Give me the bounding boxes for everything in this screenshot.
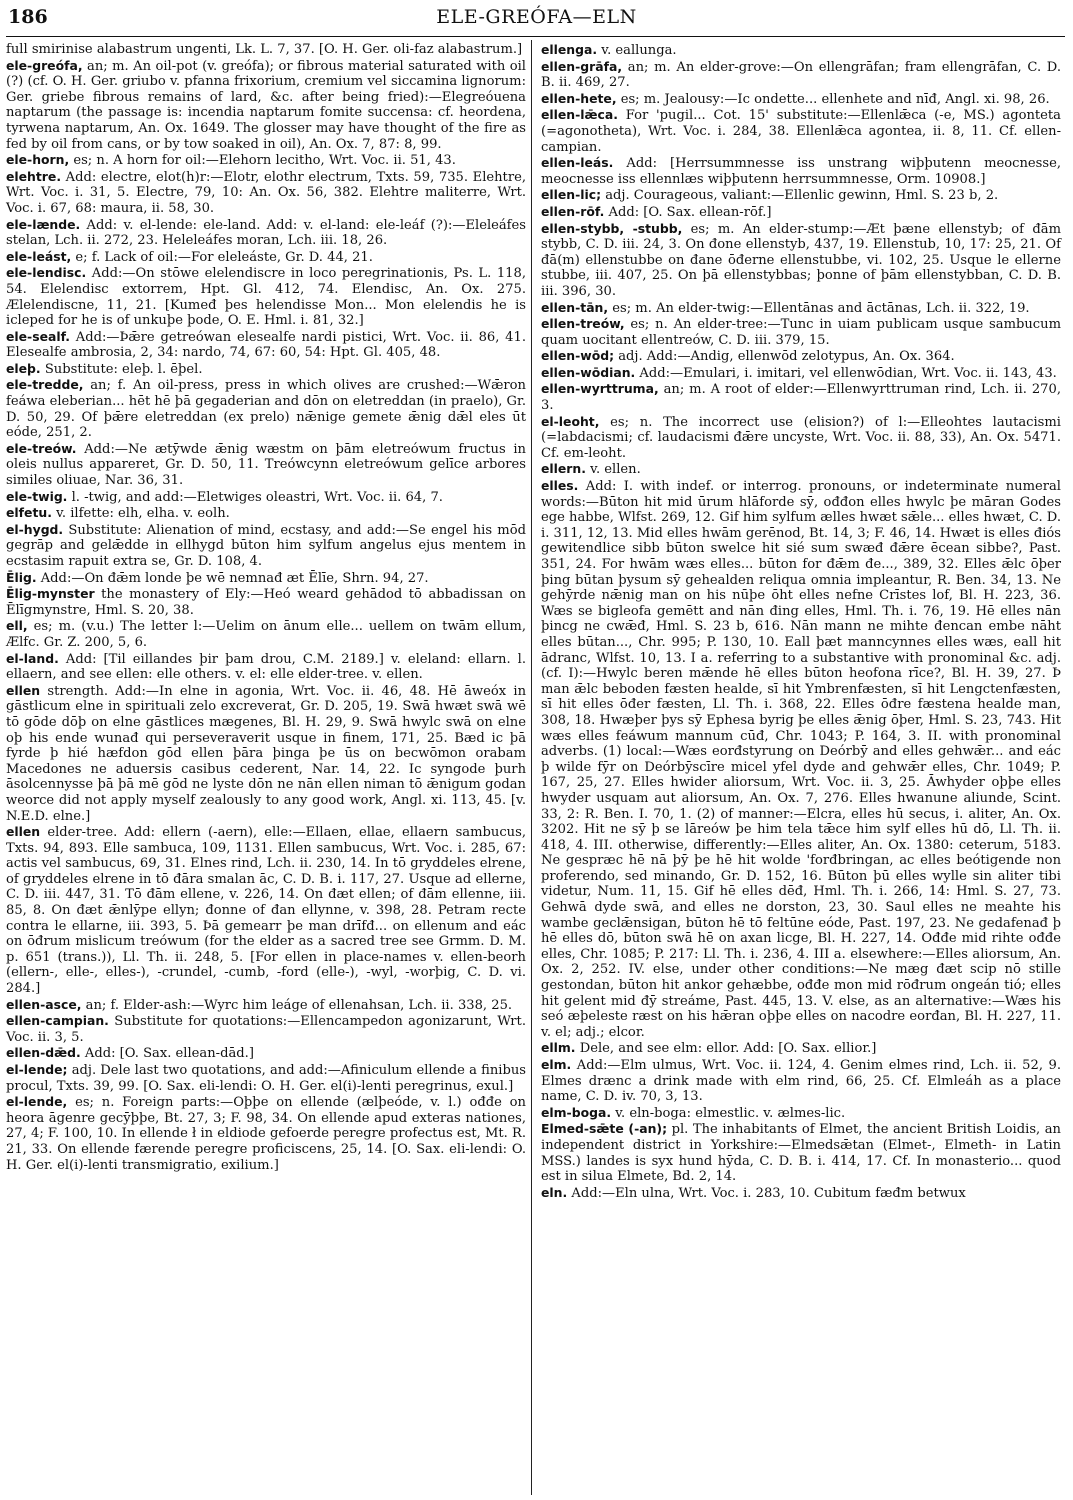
left-column [6,42,526,1173]
entry-text: Add:—Elm ulmus, Wrt. Voc. ii. 124, 4. Genim elmes rind, Lch. ii. 52, 9. Elmes drænc a drink made with elm rind, 66, 25. Cf. Elmleáh as a place name, C. D. iv. 70, 3, 13. [541,1058,1061,1105]
entry-text: Add:—Ne ætȳwde ǣnig wæstm on þām eletreówum fructus in oleis nullus appareret, Gr. D. 50, 11. Treówcynn eletreówum gelīce arbores similes oliuae, Nar. 36, 31. [6,441,526,489]
entry-headword: el-lende; [6,1062,68,1077]
entry-text: es; m. An elder-twig:—Ellentānas and āctānas, Lch. ii. 322, 19. [612,300,1030,316]
entry-text: For 'pugil... Cot. 15' substitute:—Ellenlǣca (-e, MS.) agonteta (=agonotheta), Wrt. Voc. i. 284, 38. Ellenlǣca agontea, ii. 8, 11. Cf. ellen-campian. [541,108,1061,155]
dictionary-entry [541,348,1061,365]
dictionary-entry [6,152,526,169]
entry-headword: ellen-rōf. [541,203,605,219]
entry-headword: ellen-wōdian. [541,364,636,380]
entry-headword: ellm. [541,1040,576,1056]
entry-headword: ele-treów. [6,440,77,456]
dictionary-entry [6,683,526,824]
dictionary-entry [6,377,526,440]
entry-text: an; m. A root of elder:—Ellenwyrttruman rind, Lch. ii. 270, 3. [541,382,1061,414]
entry-headword: ellen-wyrttruma, [541,381,659,397]
entry-text: es; n. A horn for oil:—Elehorn lecitho, Wrt. Voc. ii. 51, 43. [73,153,456,169]
entry-headword: eleþ. [6,360,41,376]
entry-text: full smirinise alabastrum ungenti, Lk. L. 7, 37. [O. H. Ger. oli-faz alabastrum.] [6,42,523,57]
dictionary-entry [541,1057,1061,1105]
dictionary-entry [541,155,1061,187]
dictionary-entry [6,58,526,153]
dictionary-entry [6,489,526,506]
entry-text: Substitute: eleþ. l. ēþel. [44,361,203,377]
entry-text: v. ellen. [590,462,641,478]
dictionary-entry [541,91,1061,108]
entry-headword: ele-sealf. [6,328,71,344]
entry-text: pl. The inhabitants of Elmet, the ancient British Loidis, an independent district in Yorkshire:—Elmedsǣtan (Elmet-, Elmeth- in Latin MSS.) landes is syx hund hȳda, C. D. B. i. 414, 17. Cf. In monasterio... quod est in silua Elmete, Bd. 2, 14. [541,1122,1061,1185]
column-divider [531,40,532,1495]
entry-text: Add:—Eln ulna, Wrt. Voc. i. 283, 10. Cubitum fæđm betwux [571,1185,966,1201]
dictionary-entry [6,522,526,570]
entry-headword: eln. [541,1184,568,1200]
dictionary-entry [541,461,1061,478]
dictionary-entry [541,204,1061,221]
entry-headword: ellen-lic; [541,187,602,203]
entry-text: Dele, and see elm: ellor. Add: [O. Sax. ellior.] [579,1041,877,1057]
dictionary-entry [6,361,526,378]
entry-text: the monastery of Ely:—Heó weard gehādod tō abbadissan on Ēlīgmynstre, Hml. S. 20, 38. [6,587,526,618]
entry-headword: ele-lendisc. [6,265,87,281]
dictionary-entry [6,249,526,266]
right-column [541,42,1061,1201]
entry-text: an; m. An elder-grove:—On ellengrāfan; fram ellengrāfan, C. D. B. ii. 469, 27. [541,59,1061,91]
dictionary-entry [541,365,1061,382]
dictionary-entry [6,217,526,249]
entry-text: an; f. Elder-ash:—Wyrc him leáge of ellenahsan, Lch. ii. 338, 25. [85,997,513,1013]
entry-headword: ele-tredde, [6,377,84,393]
entry-text: Add: [O. Sax. ellean-rōf.] [608,204,772,220]
entry-text: Substitute: Alienation of mind, ecstasy, and add:—Se engel his mōd gegrāp and gelǣdde in ellhygd būton him sylfum angelus ejus mentem in ecstasim rapuit extra se, Gr. D. 108, 4. [6,522,526,569]
entry-headword: elm-boga. [541,1104,612,1120]
entry-text: elder-tree. Add: ellern (-aern), elle:—Ellaen, ellae, ellaern sambucus, Txts. 94, 893. Elle sambuca, 109, 1131. Ellen sambucus, Wrt. Voc. i. 285, 67: actis vel sambucus, 69, 31. Elnes rind, Lch. ii. 230, 14. In tō gryddeles elrene, of gryddeles elrene in tō đāra smalan āc, C. D. B. i. 117, 27. Usque ad ellerne, C. D. iii. 447, 31. Tō đām ellene, v. 226, 14. On đæt ellen; of đām ellenne, iii. 85, 8. On đæt ǣnlȳpe ellyn; đonne of đan ellynne, v. 398, 28. Petram recte contra le ellarne, iii. 393, 5. Þā gemearr þe man drīfđ... on ellenum and eác on ōđrum mislicum treówum (for the elder as a sacred tree see Grmm. D. M. p. 651 (trans.)), Ll. Th. ii. 248, 5. [For ellen in place-names v. ellen-beorh (ellern-, elle-, elles-), -crundel, -cumb, -ford (elle-), -wyl, -worþig, C. D. vi. 284.] [6,825,526,997]
dictionary-entry [541,414,1061,462]
entry-text: es; n. Foreign parts:—Oþþe on ellende (ælþeóde, v. l.) ođđe on heora āgenre gecȳþþe, Bt. 27, 3; F. 98, 34. On ellende apud exteras nationes, 27, 4; F. 100, 10. In ellende ł in eldiode gefoerde peregre profectus est, Mt. R. 21, 33. On ellende færende peregre proficiscens, 25, 14. [O. Sax. eli-lendi: O. H. Ger. el(i)-lenti transmigratio, exilium.] [6,1095,526,1173]
entry-text: an; f. An oil-press, press in which olives are crushed:—Wǣron feáwa eleberian... hēt hē þā gegaderian and dōn on eletreddan (in praelo), Gr. D. 50, 29. Of þǣre eletreddan (ex prelo) nǣnige gemete ǣnig dǣl eles ūt eóde, 251, 2. [6,378,526,441]
entry-text: adj. Add:—Andig, ellenwōd zelotypus, An. Ox. 364. [618,349,955,365]
dictionary-entry [541,221,1061,300]
entry-headword: ellen-asce, [6,996,82,1012]
entry-text: Add: electre, elot(h)r:—Elotr, elothr electrum, Txts. 59, 735. Elehtre, Wrt. Voc. i. 31, 5. Electre, 79, 10: An. Ox. 56, 382. Elehtre maliterre, Wrt. Voc. i. 67, 68: maura, ii. 58, 30. [6,169,526,216]
entry-headword: el-hygd. [6,521,64,537]
entry-headword: elles. [541,478,579,494]
entry-text: Add: [Herrsummnesse iss unstrang wiþþutenn meocnesse, meocnesse iss ellennlæs wiþþutenn herrsummnesse, Orm. 10908.] [541,156,1061,187]
entry-headword: ele-greófa, [6,57,83,73]
dictionary-entry [6,570,526,587]
entry-headword: ellen-lǣca. [541,107,618,123]
entry-text: Add: v. el-lende: ele-land. Add: v. el-land: ele-leáf (?):—Eleleáfes stelan, Lch. ii. 272, 23. Heleleáfes moran, Lch. iii. 18, 26. [6,217,526,249]
entry-headword: ellen-hete, [541,90,617,106]
entry-headword: el-lende, [6,1094,68,1110]
entry-text: es; n. An elder-tree:—Tunc in uiam publicam usque sambucum quam uocitant ellentreów, C. D. iii. 379, 15. [541,317,1061,348]
dictionary-entry [6,265,526,328]
entry-headword: ellen-stybb, -stubb, [541,220,683,236]
dictionary-entry [541,381,1061,413]
entry-text: v. eln-boga: elmestlic. v. ælmes-lic. [615,1105,846,1121]
dictionary-entry [6,824,526,997]
dictionary-entry [6,651,526,683]
dictionary-entry [6,997,526,1014]
dictionary-entry [6,1094,526,1173]
entry-headword: ellen-treów, [541,316,625,332]
dictionary-entry [541,1105,1061,1122]
dictionary-entry [6,586,526,618]
entry-headword: ellen [6,824,41,840]
dictionary-entry [6,1045,526,1062]
entry-text: es; m. An elder-stump:—Æt þæne ellenstyb; of đām stybb, C. D. iii. 24, 3. On đone ellenstyb, 437, 19. Ellenstub, 10, 17: 25, 21. Of đā(m) ellenstubbe on đane ōđerne ellenstubbe, vi. 102, 25. Usque le ellerne stubbe, iii. 407, 25. On þā ellenstybbas; þonne of þām ellenstybban, C. D. B. iii. 396, 30. [541,221,1061,299]
entry-headword: ele-leást, [6,248,72,264]
dictionary-entry [541,316,1061,348]
dictionary-entry [6,1013,526,1045]
dictionary-entry [541,478,1061,1040]
dictionary-entry [541,59,1061,91]
dictionary-entry [541,1040,1061,1057]
entry-text: Add:—On stōwe elelendiscre in loco peregrinationis, Ps. L. 118, 54. Elelendisc extorrem, Hpt. Gl. 412, 74. Elendisc, An. Ox. 275. Ælelendiscne, 11, 21. [Kumeđ þes helendisse Mon... Mon elelendis he is icleped for he is of unkuþe þode, O. E. Hml. i. 81, 32.] [6,266,527,329]
entry-text: es; n. The incorrect use (elision?) of l:—Elleohtes lautacismi (=labdacismi; cf. laudacismi đǣre uncyste, Wrt. Voc. ii. 88, 33), An. Ox. 5471. Cf. em-leoht. [541,414,1061,461]
page-header [0,6,1073,32]
header-rule [6,36,1065,37]
dictionary-entry [6,441,526,489]
dictionary-entry [6,618,526,650]
entry-headword: Ēlig. [6,569,37,585]
dictionary-entry [6,329,526,361]
entry-headword: ellen-wōd; [541,348,615,364]
entry-text: e; f. Lack of oil:—For eleleáste, Gr. D. 44, 21. [75,249,373,265]
entry-headword: ele-lænde. [6,216,81,232]
entry-headword: Ēlig-mynster [6,586,95,602]
entry-text: strength. Add:—In elne in agonia, Wrt. Voc. ii. 46, 48. Hē āweóx in gāstlicum elne in spirituali zelo excreverat, Gr. D. 205, 19. Swā hwæt swā wē tō gōde dōþ on elne gāstlices mægenes, Bl. H. 29, 9. Swā hwylc swā on elne oþ his ende wunađ qui perseveraverit usque in finem, 171, 25. Bæd ic þā fyrde þ hié hæfdon gōd ellen þāra þinga þe ūs on becwōmon orabam Macedones ne aduersis casibus cederent, Nar. 14, 22. Ic syngode þurh āsolcennysse þā þā mē gōd ne lyste dōn ne nān ellen niman tō ǣnigum godan weorce did not apply myself zealously to any good work, Angl. xi. 113, 45. [v. N.E.D. elne.] [6,683,526,824]
entry-text: Add: I. with indef. or interrog. pronouns, or indeterminate numeral words:—Būton hit mid ūrum hlāforde sȳ, ođđon elles hwylc þe māran Godes ege habbe, Wlfst. 269, 12. Gif him sylfum ælles hwæt sǣle... elles hwæt, C. D. i. 311, 12, 13. Mid elles hwām gerēnod, Bt. 14, 3; F. 46, 14. Hwæt is elles điós gewitendlice sibb būton swelce hit sié sum swæđ đǣre ēcean sibbe?, Past. 351, 24. For hwām wæs elles... būton for đǣm đe..., 389, 32. Elles ǣlc ōþer þing būtan þysum sȳ gehealden reliqua omnia impleantur, R. Ben. 34, 13. Ne gehȳrde nǣnig man on his nūþe ōht elles nefne Crīstes lof, Bl. H. 223, 36. Wæs se bigleofa gemētt and nān đing elles, Hml. Th. i. 76, 19. Hē elles nān þincg ne cwǣđ, Hml. S. 23 b, 616. Nān mann ne mihte đencan embe nāht elles būtan..., Chr. 995; P. 130, 10. Eall þæt manncynnes elles wæs, eall hit ādranc, Wlfst. 10, 13. I a. referring to a substantive with pronominal &c. adj. (cf. I):—Hwylc beren mǣnde hē elles būton heofona rīce?, Bl. H. 39, 27. Þ man ǣlc beboden fæsten healde, sī hit Ymbrenfæsten, sī hit Lengctenfæsten, sī hit elles ōđer fæsten, Ll. Th. i. 368, 22. Elles ōđre fæstena healde man, 308, 18. Hwæþer þys sȳ Ephesa byrig þe elles ǣnig ōþer, Hml. S. 23, 743. Hit wæs elles feáwum mannum cūđ, Chr. 1043; P. 164, 3. II. with pronominal adverbs. (1) local:—Wæs eorđstyrung on Deórbȳ and elles gehwǣr... and eác þ wilde fȳr on Deórbȳscīre micel yfel dyde and gehwǣr elles, Chr. 1049; P. 167, 25, 27. Elles hwider aliorsum, Wrt. Voc. ii. 3, 25. Āwhyder oþþe elles hwyder usquam aut aliorsum, An. Ox. 7, 276. Elles hwanune aliunde, Scint. 33, 2: R. Ben. I. 70, 1. (2) of manner:—Elcra, elles hū secus, i. aliter, An. Ox. 3202. Hit ne sȳ þ se lāreów þe him tela tǣce him sylf elles hū dō, Ll. Th. ii. 418, 4. III. otherwise, differently:—Elles aliter, An. Ox. 1380: ceterum, 5183. Ne gespræc hē nā þȳ þe hē hit wolde 'forđbringan, ac elles beótigende non proferendo, sed minando, Gr. D. 152, 16. Būton þū elles wylle sin aliter tibi videtur, Num. 11, 15. Gif hē elles dēđ, Hml. Th. i. 266, 14: Hml. S. 27, 73. Gehwā dyde swā, and elles ne dorston, 23, 30. Saul elles ne meahte his wambe geclǣnsigan, būton hē tō feltūne eóde, Past. 197, 23. Ne gedafenađ þ hē elles dō, būton swā hē on axan licge, Bl. H. 227, 14. Ođđe mid rihte ođđe elles, Chr. 1085; P. 217: Ll. Th. i. 236, 4. III a. elsewhere:—Elles aliorsum, An. Ox. 2, 252. IV. else, under other conditions:—Ne mæg đæt scip nō stille gestondan, būton hit ankor gehæbbe, ođđe mon mid rōđrum ongeán tió; elles hit gelent mid đȳ streáme, Past. 445, 13. V. else, as an alternative:—Wæs his seó æþeleste ræst on his hǣran oþþe elles on nacodre eorđan, Bl. H. 227, 11. v. el; adj.; elcor. [541,479,1061,1040]
entry-text: Add:—On đǣm londe þe wē nemnađ æt Ēlīe, Shrn. 94, 27. [40,570,429,586]
entry-headword: ellen-campian. [6,1013,109,1029]
dictionary-entry [6,42,526,58]
dictionary-entry [541,1185,1061,1202]
dictionary-entry [541,187,1061,204]
entry-headword: ellenga. [541,42,598,57]
entry-headword: ele-twig. [6,488,68,504]
entry-headword: ellen [6,682,41,698]
dictionary-entry [6,1062,526,1094]
entry-text: v. eallunga. [601,43,677,58]
entry-headword: ellen-dǣd. [6,1045,81,1061]
entry-headword: Elmed-sǣte (-an); [541,1121,668,1137]
dictionary-entry [6,169,526,217]
entry-headword: ellern. [541,461,586,477]
entry-text: adj. Dele last two quotations, and add:—Afiniculum ellende a finibus procul, Txts. 39, 99. [O. Sax. eli-lendi: O. H. Ger. el(i)-lenti peregrinus, exul.] [6,1063,526,1094]
page-number: 186 [8,6,48,28]
entry-headword: elfetu. [6,505,52,521]
entry-text: Add:—Þǣre getreówan elesealfe nardi pistici, Wrt. Voc. ii. 86, 41. Elesealfe ambrosia, 2, 34: nardo, 74, 67: 60, 54: Hpt. Gl. 405, 48. [6,329,526,361]
entry-text: Add:—Emulari, i. imitari, vel ellenwōdian, Wrt. Voc. ii. 143, 43. [639,365,1057,381]
entry-text: v. ilfette: elh, elha. v. eolh. [56,506,230,522]
dictionary-entry [541,1121,1061,1184]
dictionary-entry [6,505,526,522]
entry-text: l. -twig, and add:—Eletwiges oleastri, Wrt. Voc. ii. 64, 7. [71,489,443,505]
entry-headword: el-land. [6,650,59,666]
entry-text: es; m. (v.u.) The letter l:—Uelim on ānum elle... uellem on twām ellum, Ælfc. Gr. Z. 200, 5, 6. [6,619,526,650]
entry-headword: ellen-grāfa, [541,58,623,74]
entry-text: Add: [O. Sax. ellean-dād.] [84,1046,254,1062]
entry-text: adj. Courageous, valiant:—Ellenlic gewinn, Hml. S. 23 b, 2. [605,188,999,204]
entry-headword: ele-horn, [6,152,70,168]
entry-headword: ell, [6,618,28,634]
entry-text: an; m. An oil-pot (v. greófa); or fibrous material saturated with oil (?) (cf. O. H. Ger. griubo v. pfanna frixorium, cremium vel siccamina lignorum: Ger. griebe fibrous remains of lard, &c. after being fried):—Elegreóuena naptarum (the passage is: incendia naptarum fomite succensa: cf. heordena, tyrwena naptarum, An. Ox. 1649. The glosser may have thought of the fire as fed by oil from cans, or by tow soaked in oil), An. Ox. 7, 87: 8, 99. [6,58,526,152]
entry-headword: elehtre. [6,168,62,184]
entry-text: Add: [Til eillandes þir þam drou, C.M. 2189.] v. eleland: ellarn. l. ellaern, and see ellen: elle others. v. el: elle elder-tree. v. ellen. [6,651,526,683]
dictionary-entry [541,107,1061,155]
entry-headword: el-leoht, [541,413,600,429]
entry-text: Substitute for quotations:—Ellencampedon agonizarunt, Wrt. Voc. ii. 3, 5. [6,1014,526,1045]
entry-headword: ellen-tān, [541,299,609,315]
entry-text: es; m. Jealousy:—Ic ondette... ellenhete and nīđ, Angl. xi. 98, 26. [620,91,1050,107]
entry-headword: ellen-leás. [541,155,614,171]
running-title: ELE-GREÓFA—ELN [436,6,637,28]
dictionary-entry [541,42,1061,59]
dictionary-entry [541,300,1061,317]
entry-headword: elm. [541,1057,572,1072]
